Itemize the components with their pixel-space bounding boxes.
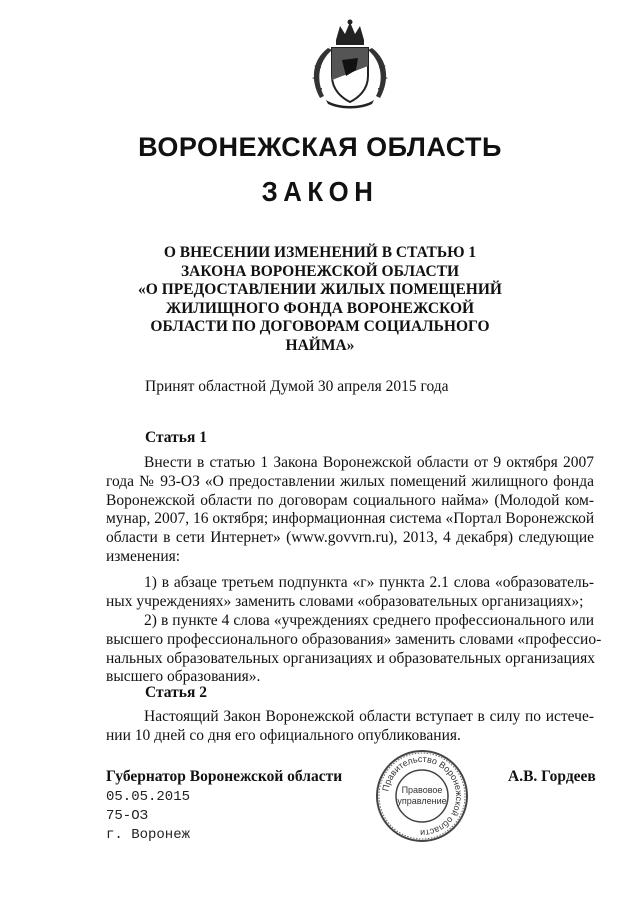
text-line: высшего профессионального образования» заменить словами «профессио- [106, 630, 602, 648]
signing-city: г. Воронеж [106, 827, 191, 843]
text-line: нальных образовательных организациях и образовательных организациях [106, 649, 595, 667]
stamp-seal-icon [374, 748, 470, 844]
text-line: высшего образования». [106, 668, 261, 686]
law-title-line: ЖИЛИЩНОГО ФОНДА ВОРОНЕЖСКОЙ [165, 299, 475, 317]
signing-date: 05.05.2015 [106, 789, 191, 805]
text-line: изменения: [106, 547, 181, 565]
article-1-item-2 [106, 612, 602, 687]
stamp-center-line: управление [397, 796, 447, 806]
coat-of-arms-icon [302, 18, 398, 110]
law-title-line: О ВНЕСЕНИИ ИЗМЕНЕНИЙ В СТАТЬЮ 1 [163, 244, 477, 261]
document-type-title: ЗАКОН [261, 176, 379, 207]
law-title [130, 244, 510, 355]
signatory-name: А.В. Гордеев [508, 768, 596, 785]
law-title-line: НАЙМА» [285, 336, 355, 354]
article-1-heading: Статья 1 [145, 429, 207, 446]
article-1-item-1 [106, 574, 594, 612]
stamp-center-line: Правовое [401, 785, 443, 795]
stamp-ring-text: Правительство Воронежской области [380, 753, 465, 839]
text-line: мунар, 2007, 16 октября; информационная система «Портал Воронежской [106, 510, 595, 528]
text-line: нии 10 дней со дня его официального опубликования. [106, 726, 461, 744]
text-line: Настоящий Закон Воронежской области вступает в силу по истече- [144, 708, 594, 725]
text-line: ных учреждениях» заменить словами «образовательных организациях»; [106, 592, 584, 610]
text-line: 2) в пункте 4 слова «учреждениях среднего профессионального или [144, 612, 594, 629]
text-line: Внести в статью 1 Закона Воронежской области от 9 октября 2007 [144, 454, 594, 471]
official-stamp [374, 748, 470, 844]
article-1-intro [106, 454, 594, 567]
text-line: области в сети Интернет» (www.govvrn.ru), 2013, 4 декабря) следующие [106, 529, 594, 547]
article-2-body [106, 708, 594, 746]
law-title-line: ЗАКОНА ВОРОНЕЖСКОЙ ОБЛАСТИ [180, 262, 460, 280]
law-title-line: «О ПРЕДОСТАВЛЕНИИ ЖИЛЫХ ПОМЕЩЕНИЙ [138, 281, 502, 298]
adoption-line: Принят областной Думой 30 апреля 2015 года [145, 378, 449, 395]
coat-of-arms-emblem [302, 18, 398, 110]
text-line: года № 93-ОЗ «О предоставлении жилых помещений жилищного фонда [106, 472, 594, 490]
signatory-position: Губернатор Воронежской области [106, 768, 343, 785]
text-line: Воронежской области по договорам социального найма» (Молодой ком- [106, 491, 594, 509]
law-title-line: ОБЛАСТИ ПО ДОГОВОРАМ СОЦИАЛЬНОГО [150, 318, 490, 335]
law-number: 75-ОЗ [106, 808, 149, 824]
article-2-heading: Статья 2 [145, 684, 207, 701]
region-title: ВОРОНЕЖСКАЯ ОБЛАСТЬ [138, 132, 502, 162]
text-line: 1) в абзаце третьем подпункта «г» пункта 2.1 слова «образователь- [144, 574, 594, 591]
